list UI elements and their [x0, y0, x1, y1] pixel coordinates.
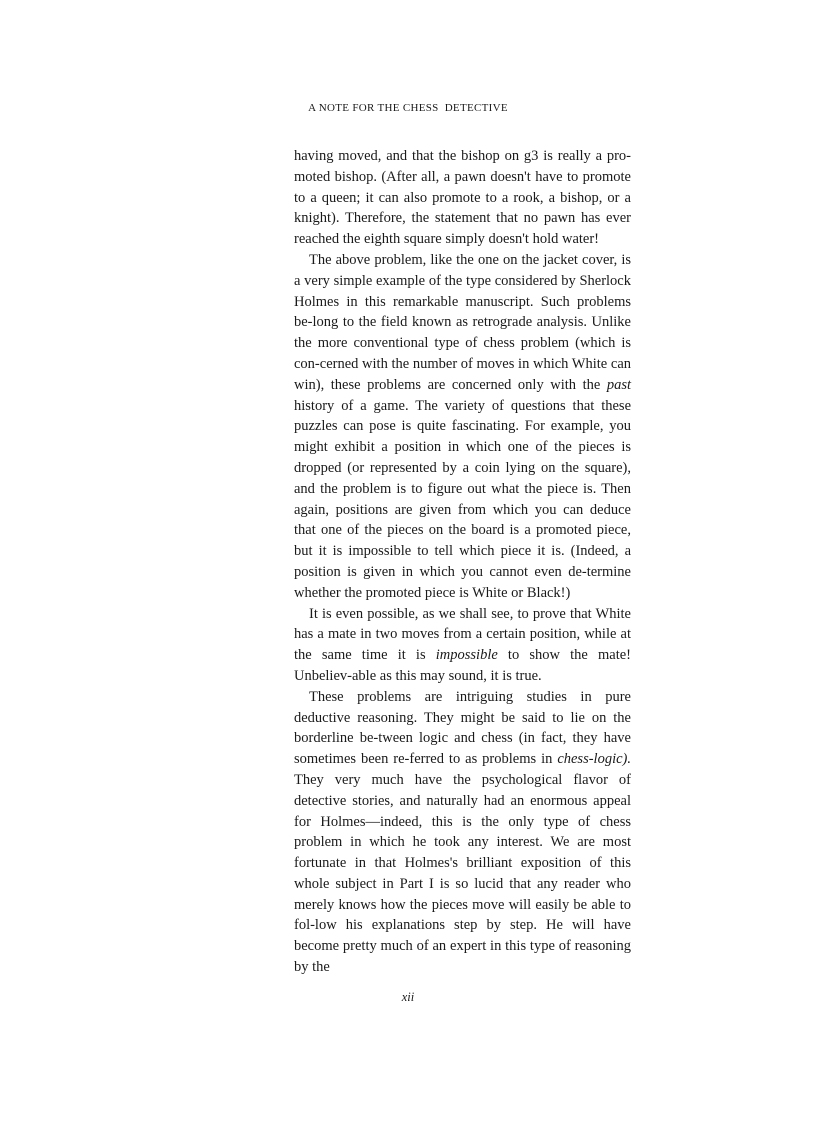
paragraph-1: [294, 146, 631, 250]
paragraph-2: [294, 250, 631, 604]
page-number: xii: [401, 990, 415, 1004]
paragraph-3: [294, 604, 631, 687]
paragraph-4: [294, 687, 631, 978]
paragraph-2-text-b: history of a game. The variety of questions that these puzzles can pose is quite fascinating. For example, you might exhibit a position in which one of the pieces is dropped (or represented by a coin lying on the square), and the problem is to figure out what the piece is. Then again, positions are given from which you can deduce that one of the pieces on the board is a promoted piece, but it is impossible to tell which piece it is. (Indeed, a position is given in which you cannot even de-termine whether the promoted piece is White or Black!): [294, 397, 631, 601]
paragraph-2-text-a: The above problem, like the one on the jacket cover, is a very simple example of the type considered by Sherlock Holmes in this remarkable manuscript. Such problems be-long to the field known as retrograde analysis. Unlike the more conventional type of chess problem (which is con-cerned with the number of moves in which White can win), these problems are concerned only with the: [294, 251, 631, 393]
emphasis-past: past: [606, 376, 631, 393]
emphasis-chess-logic: chess-logic).: [557, 751, 631, 768]
emphasis-impossible: impossible: [435, 647, 498, 664]
body-text: [294, 146, 631, 978]
running-head: A NOTE FOR THE CHESS DETECTIVE: [308, 102, 508, 114]
paragraph-4-text-b: They very much have the psychological flavor of detective stories, and naturally had an enormous appeal for Holmes—indeed, this is the only type of chess problem in which he took any interest. We are most fortunate in that Holmes's brilliant exposition of this whole subject in Part I is so lucid that any reader who merely knows how the pieces move will easily be able to fol-low his explanations step by step. He will have become pretty much of an expert in this type of reasoning by the: [294, 771, 631, 976]
paragraph-3-text-a: It is even possible, as we shall see, to prove that White has a mate in two moves from a certain position, while at the same time it is: [294, 605, 631, 664]
paragraph-4-text-a: These problems are intriguing studies in pure deductive reasoning. They might be said to lie on the borderline be-tween logic and chess (in fact, they have sometimes been re-ferred to as problems in: [294, 688, 631, 768]
paragraph-1-text: having moved, and that the bishop on g3 is really a pro-moted bishop. (After all, a pawn doesn't have to promote to a queen; it can also promote to a rook, a bishop, or a knight). Therefore, the statement that no pawn has ever reached the eighth square simply doesn't hold water!: [294, 148, 631, 248]
paragraph-3-text-b: to show the mate! Unbeliev-able as this may sound, it is true.: [294, 647, 631, 684]
